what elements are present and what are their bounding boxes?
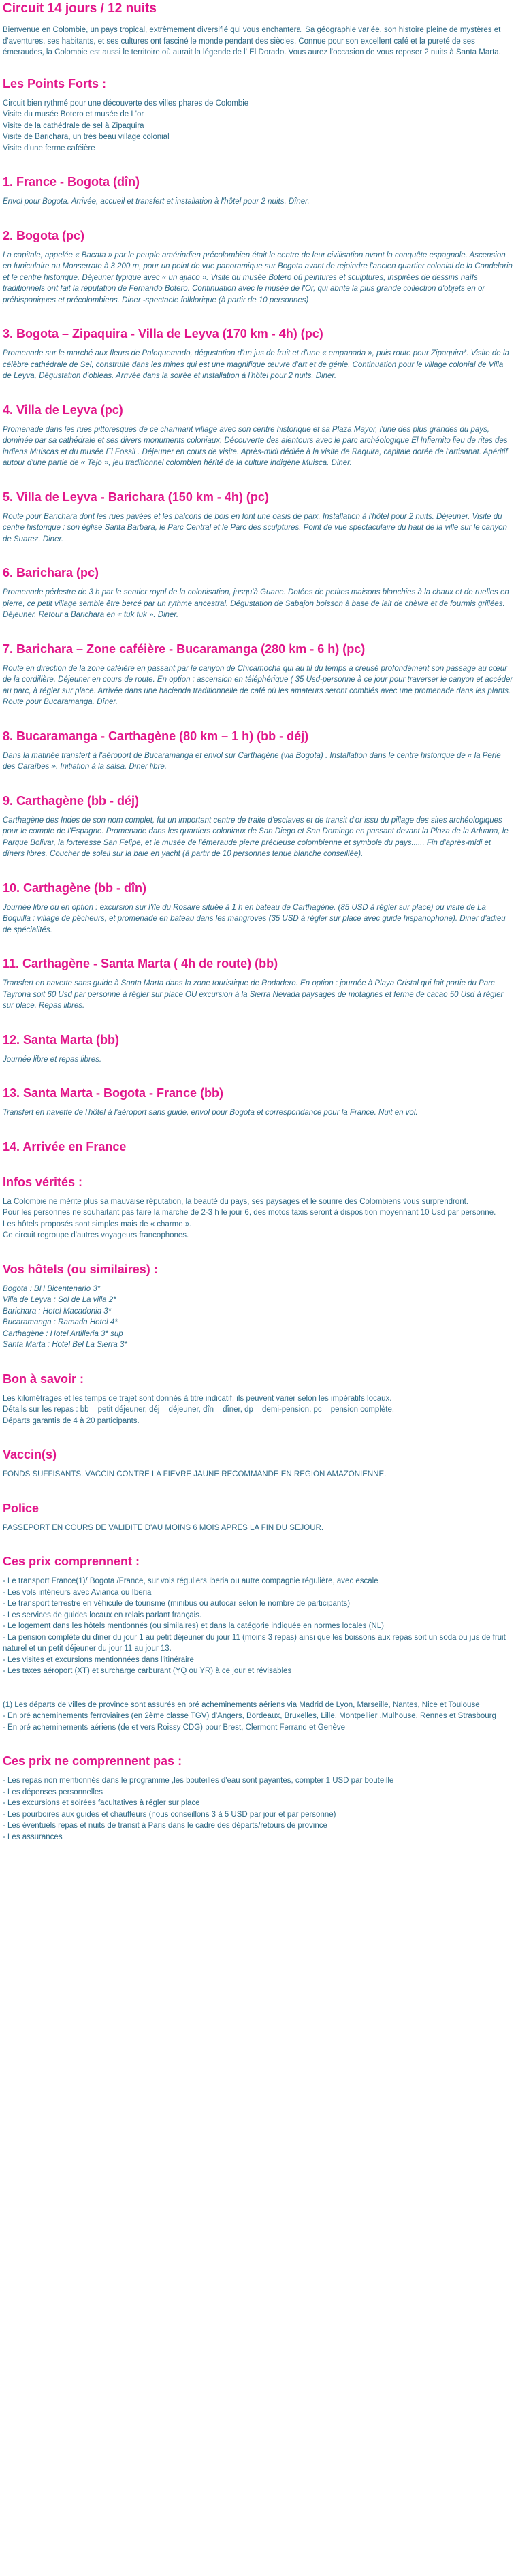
prix-comprend-section bbox=[3, 1554, 513, 1733]
prix-exclu-heading: Ces prix ne comprennent pas : bbox=[3, 1754, 182, 1768]
itinerary-day bbox=[3, 956, 513, 1012]
prix-comprend-line: - En pré acheminements aériens (de et vers Roissy CDG) pour Brest, Clermont Ferrand et Genève bbox=[3, 1723, 346, 1732]
itinerary-day bbox=[3, 228, 513, 306]
prix-comprend-line bbox=[3, 1677, 513, 1689]
prix-exclu-line: - Les dépenses personnelles bbox=[3, 1787, 103, 1796]
prix-exclu-section bbox=[3, 1753, 513, 1843]
prix-comprend-line: - Les taxes aéroport (XT) et surcharge carburant (YQ ou YR) à ce jour et révisables bbox=[3, 1667, 292, 1675]
prix-exclu-line: - Les excursions et soirées facultatives à régler sur place bbox=[3, 1799, 200, 1807]
infos-line: Pour les personnes ne souhaitant pas faire la marche de 2-3 h le jour 6, des motos taxis seront à disposition moyennant 10 Usd par personne. bbox=[3, 1209, 496, 1217]
prix-comprend-line: - Les visites et excursions mentionnées dans l'itinéraire bbox=[3, 1655, 194, 1664]
day-description: La capitale, appelée « Bacata » par le peuple amérindien précolombien était le centre de leur civilisation avant la conquête espagnole. Ascension en funiculaire au Monserrate à 3 200 m, pour un point de vue panoramique sur Bogota avant de rejoindre l'ancien quartier colonial de la Candelaria et le centre historique. Déjeuner typique avec « un ajiaco ». Visite du musée Botero où peintures et sculptures, inspirées de dessins naïfs traditionnels ont fait la réputation de Fernando Botero. Continuation avec le musée de l'Or, qui abrite la plus grande collection d'objets en or préhispaniques et précolombiens. Diner -spectacle folklorique (à partir de 10 personnes) bbox=[3, 251, 513, 304]
day-title: 3. Bogota – Zipaquira - Villa de Leyva (170 km - 4h) (pc) bbox=[3, 327, 323, 340]
prix-exclu-line: - Les pourboires aux guides et chauffeurs (nous conseillons 3 à 5 USD par jour et par personne) bbox=[3, 1810, 336, 1819]
points-forts-section bbox=[3, 76, 513, 155]
day-description: Route pour Barichara dont les rues pavées et les balcons de bois en font une oasis de paix. Installation à l'hôtel pour 2 nuits. Déjeuner. Visite du centre historique : son église Santa Barbara, le Parc Central et le Parc des sculptures. Point de vue spectaculaire du haut de la ville sur le canyon de Suarez. Diner. bbox=[3, 512, 507, 543]
day-description: Journée libre ou en option : excursion sur l'île du Rosaire située à 1 h en bateau de Carthagène. (85 USD à régler sur place) ou visite de La Boquilla : village de pêcheurs, et promenade en bateau dans les mangroves (35 USD à régler sur place avec guide hispanophone). Diner d'adieu de spécialités. bbox=[3, 903, 506, 934]
itinerary-day bbox=[3, 1032, 513, 1066]
points-forts-heading: Les Points Forts : bbox=[3, 76, 107, 91]
points-forts-item: Visite de Barichara, un très beau village colonial bbox=[3, 133, 170, 141]
itinerary-day bbox=[3, 326, 513, 382]
prix-exclu-list bbox=[3, 1775, 513, 1843]
day-title: 8. Bucaramanga - Carthagène (80 km – 1 h) (bb - déj) bbox=[3, 729, 309, 743]
prix-exclu-line: - Les repas non mentionnés dans le programme ,les bouteilles d'eau sont payantes, compter 1 USD par bouteille bbox=[3, 1777, 394, 1785]
points-forts-item: Visite d'une ferme caféière bbox=[3, 144, 95, 153]
hotel-line: Santa Marta : Hotel Bel La Sierra 3* bbox=[3, 1341, 127, 1349]
police-text: PASSEPORT EN COURS DE VALIDITE D'AU MOINS 6 MOIS APRES LA FIN DU SEJOUR. bbox=[3, 1523, 324, 1532]
hotel-line: Barichara : Hotel Macadonia 3* bbox=[3, 1307, 112, 1316]
day-description: Transfert en navette sans guide à Santa Marta dans la zone touristique de Rodadero. En option : journée à Playa Cristal qui fait partie du Parc Tayrona soit 60 Usd par personne à régler sur place OU excursion à la Sierra Nevada paysages de motagnes et ferme de cacao 50 Usd à régler sur place. Repas libres. bbox=[3, 979, 504, 1010]
prix-comprend-line: - Le transport terrestre en véhicule de tourisme (minibus ou autocar selon le nombre de participants) bbox=[3, 1600, 351, 1608]
infos-line: Les hôtels proposés sont simples mais de « charme ». bbox=[3, 1220, 192, 1228]
points-forts-item: Circuit bien rythmé pour une découverte des villes phares de Colombie bbox=[3, 99, 249, 108]
hotel-line: Carthagène : Hotel Artilleria 3* sup bbox=[3, 1329, 123, 1338]
hotel-line: Villa de Leyva : Sol de La villa 2* bbox=[3, 1296, 116, 1304]
itinerary-day bbox=[3, 174, 513, 208]
infos-heading: Infos vérités : bbox=[3, 1175, 83, 1189]
day-title: 13. Santa Marta - Bogota - France (bb) bbox=[3, 1086, 224, 1100]
points-forts-item: Visite de la cathédrale de sel à Zipaquira bbox=[3, 121, 144, 130]
infos-list bbox=[3, 1196, 513, 1241]
prix-comprend-line: - En pré acheminements ferroviaires (en 2ème classe TGV) d'Angers, Bordeaux, Bruxelles, Lille, Montpellier ,Mulhouse, Rennes et Strasbourg bbox=[3, 1712, 496, 1720]
prix-exclu-line: - Les assurances bbox=[3, 1832, 63, 1841]
day-description: Dans la matinée transfert à l'aéroport de Bucaramanga et envol sur Carthagène (via Bogota) . Installation dans le centre historique de « la Perle des Caraïbes ». Initiation à la salsa. Diner libre. bbox=[3, 751, 501, 771]
itinerary-day bbox=[3, 1085, 513, 1119]
itinerary-day bbox=[3, 793, 513, 860]
points-forts-item: Visite du musée Botero et musée de L'or bbox=[3, 110, 144, 118]
day-description: Journée libre et repas libres. bbox=[3, 1055, 102, 1064]
prix-comprend-line: - Les services de guides locaux en relais parlant français. bbox=[3, 1610, 202, 1619]
day-title: 10. Carthagène (bb - dîn) bbox=[3, 880, 147, 895]
day-description: Promenade sur le marché aux fleurs de Paloquemado, dégustation d'un jus de fruit et d'une « empanada », puis route pour Zipaquira*. Visite de la célèbre cathédrale de Sel, construite dans les mines qui est une magnifique œuvre d'art et de génie. Continuation pour le village colonial de Villa de Leyva, Dégustation d'obleas. Arrivée dans la soirée et installation à l'hôtel pour 2 nuits. Diner. bbox=[3, 349, 509, 380]
day-title: 7. Barichara – Zone caféière - Bucaramanga (280 km - 6 h) (pc) bbox=[3, 641, 366, 656]
day-title: 6. Barichara (pc) bbox=[3, 566, 99, 579]
vaccins-heading: Vaccin(s) bbox=[3, 1448, 57, 1461]
points-forts-list bbox=[3, 98, 513, 155]
hotels-list bbox=[3, 1284, 513, 1351]
vaccins-section bbox=[3, 1447, 513, 1480]
day-title: 5. Villa de Leyva - Barichara (150 km - 4h) (pc) bbox=[3, 490, 269, 504]
prix-exclu-line: - Les éventuels repas et nuits de transit à Paris dans le cadre des départs/retours de province bbox=[3, 1822, 327, 1830]
prix-comprend-heading: Ces prix comprennent : bbox=[3, 1555, 140, 1568]
day-title: 11. Carthagène - Santa Marta ( 4h de route) (bb) bbox=[3, 957, 278, 970]
police-heading: Police bbox=[3, 1501, 39, 1515]
itinerary-day bbox=[3, 641, 513, 708]
prix-comprend-line: - La pension complète du dîner du jour 1 au petit déjeuner du jour 11 (moins 3 repas) ainsi que les boissons aux repas soit un soda ou jus de fruit naturel et un petit déjeuner du jour 11 au jour 13. bbox=[3, 1633, 506, 1653]
intro-text: Bienvenue en Colombie, un pays tropical, extrêmement diversifié qui vous enchantera. Sa géographie variée, son histoire pleine de mystères et d'aventures, ses habitants, et ses cultures ont fasciné le monde pendant des siècles. Connue pour son excellent café et la pureté de ses émeraudes, la Colombie est aussi le territoire où aurait la légende de l' El Dorado. Vous aurez l'occasion de vous reposer 2 nuits à Santa Marta. bbox=[3, 26, 501, 57]
day-description: Carthagène des Indes de son nom complet, fut un important centre de traite d'esclaves et de transit d'or issu du pillage des sites archéologiques pour le compte de l'Espagne. Promenade dans les quartiers coloniaux de San Diego et San Domingo en passant devant la Plaza de la Aduana, le Parque Bolivar, la forteresse San Felipe, et le musée de l'émeraude pierre précieuse colombienne et symbole du pays...... Fin d'après-midi et dîners libres. Coucher de soleil sur la baie en yacht (à partir de 10 personnes tenue blanche conseillée). bbox=[3, 816, 509, 858]
day-description: Promenade pédestre de 3 h par le sentier royal de la colonisation, jusqu'à Guane. Dotées de petites maisons blanchies à la chaux et de ruelles en pierre, ce petit village semble être bercé par un rythme ancestral. Dégustation de Sabajon boisson à base de lait de chèvre et de fourmis grillées. Déjeuner. Retour à Barichara en « tuk tuk ». Diner. bbox=[3, 588, 509, 619]
day-description: Route en direction de la zone caféière en passant par le canyon de Chicamocha qui au fil du temps a creusé profondément son passage au cœur de la cordillère. Déjeuner en cours de route. En option : ascension en téléphérique ( 35 Usd-personne à ce jour pour traverser le canyon et accéder au parc, à régler sur place. Arrivée dans une hacienda traditionnelle de café où les amateurs seront comblés avec une promenade dans les plants. Route pour Bucaramanga. Dîner. bbox=[3, 664, 513, 706]
day-description: Envol pour Bogota. Arrivée, accueil et transfert et installation à l'hôtel pour 2 nuits. Dîner. bbox=[3, 197, 310, 206]
day-title: 12. Santa Marta (bb) bbox=[3, 1032, 120, 1047]
itinerary-day bbox=[3, 1139, 513, 1154]
itinerary-day bbox=[3, 565, 513, 621]
bon-savoir-section bbox=[3, 1371, 513, 1427]
day-title: 9. Carthagène (bb - déj) bbox=[3, 793, 140, 808]
police-section bbox=[3, 1501, 513, 1534]
itinerary bbox=[3, 174, 513, 1154]
bon-savoir-line: Détails sur les repas : bb = petit déjeuner, déj = déjeuner, dîn = dîner, dp = demi-pension, pc = pension complète. bbox=[3, 1405, 395, 1414]
bon-savoir-line: Départs garantis de 4 à 20 participants. bbox=[3, 1416, 140, 1425]
hotels-heading: Vos hôtels (ou similaires) : bbox=[3, 1262, 158, 1276]
bon-savoir-heading: Bon à savoir : bbox=[3, 1371, 84, 1386]
itinerary-day bbox=[3, 490, 513, 545]
day-title: 2. Bogota (pc) bbox=[3, 228, 84, 242]
page-title: Circuit 14 jours / 12 nuits bbox=[3, 1, 157, 16]
infos-line: Ce circuit regroupe d'autres voyageurs francophones. bbox=[3, 1231, 189, 1239]
day-title: 14. Arrivée en France bbox=[3, 1139, 127, 1154]
bon-savoir-list bbox=[3, 1393, 513, 1427]
prix-comprend-list bbox=[3, 1576, 513, 1733]
itinerary-day bbox=[3, 402, 513, 469]
prix-comprend-line: (1) Les départs de villes de province sont assurés en pré acheminements aériens via Madrid de Lyon, Marseille, Nantes, Nice et Toulouse bbox=[3, 1700, 480, 1709]
infos-line: La Colombie ne mérite plus sa mauvaise réputation, la beauté du pays, ses paysages et le sourire des Colombiens vous surprendront. bbox=[3, 1197, 468, 1206]
prix-comprend-line: - Le transport France(1)/ Bogota /France, sur vols réguliers Iberia ou autre compagnie régulière, avec escale bbox=[3, 1577, 378, 1585]
bon-savoir-line: Les kilométrages et les temps de trajet sont donnés à titre indicatif, ils peuvent varier selon les impératifs locaux. bbox=[3, 1394, 392, 1403]
prix-comprend-line: - Le logement dans les hôtels mentionnés (ou similaires) et dans la catégorie indiquée en normes locales (NL) bbox=[3, 1622, 384, 1630]
prix-comprend-line bbox=[3, 1688, 513, 1700]
itinerary-day bbox=[3, 880, 513, 936]
day-title: 1. France - Bogota (dîn) bbox=[3, 175, 140, 189]
hotels-section bbox=[3, 1262, 513, 1351]
day-description: Promenade dans les rues pittoresques de ce charmant village avec son centre historique et sa Plaza Mayor, l'une des plus grandes du pays, dominée par sa cathédrale et ses divers monuments coloniaux. Découverte des alentours avec le parc archéologique El Infiernito lieu de rites des indiens Muiscas et du musée El Fossil . Déjeuner en cours de visite. Après-midi dédiée à la visite de Raquira, capitale dorée de l'artisanat. Apéritif autour d'une partie de « Tejo », jeu traditionnel colombien hérité de la culture indigène Muisca. Diner. bbox=[3, 425, 508, 467]
prix-comprend-line: - Les vols intérieurs avec Avianca ou Iberia bbox=[3, 1588, 152, 1597]
day-title: 4. Villa de Leyva (pc) bbox=[3, 402, 123, 417]
hotel-line: Bogota : BH Bicentenario 3* bbox=[3, 1284, 101, 1293]
hotel-line: Bucaramanga : Ramada Hotel 4* bbox=[3, 1318, 118, 1326]
vaccins-text: FONDS SUFFISANTS. VACCIN CONTRE LA FIEVRE JAUNE RECOMMANDE EN REGION AMAZONIENNE. bbox=[3, 1470, 387, 1478]
day-description: Transfert en navette de l'hôtel à l'aéroport sans guide, envol pour Bogota et correspondance pour la France. Nuit en vol. bbox=[3, 1109, 418, 1117]
itinerary-day bbox=[3, 729, 513, 773]
infos-section bbox=[3, 1175, 513, 1241]
